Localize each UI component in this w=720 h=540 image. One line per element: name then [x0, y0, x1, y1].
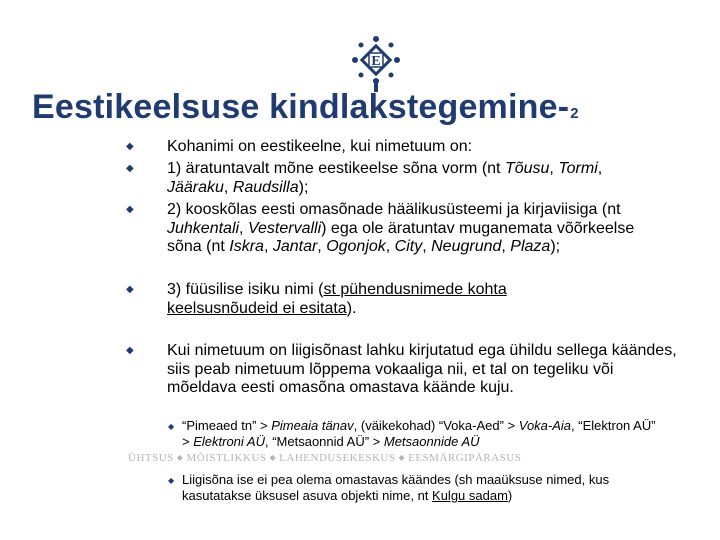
page-title [32, 88, 579, 127]
title-text: Eestikeelsuse kindlakstegemine- [32, 88, 570, 126]
sub-bullet-icon: ◆ [168, 422, 175, 431]
title-suffix: 2 [570, 105, 579, 122]
sub-bullet-1-text: “Pimeaed tn” > Pimeaia tänav, (väikekohad) “Voka-Aed” > Voka-Aia, “Elektron AÜ” > Elektroni AÜ, “Metsaonnid AÜ” > Metsaonnide AÜ [182, 418, 656, 449]
bullet-icon: ◆ [126, 204, 134, 215]
bullet-1-text: Kohanimi on eestikeelne, kui nimetuum on: [167, 138, 473, 155]
sub-bullet-2-text: Liigisõna ise ei pea olema omastavas käändes (sh maaüksuse nimed, kus kasutatakse üksusel asuva objekti nime, nt Kulgu sadam) [182, 472, 610, 503]
logo-emblem [352, 36, 400, 94]
bullet-icon: ◆ [126, 163, 134, 174]
logo-letter: E [371, 54, 381, 69]
bullet-icon: ◆ [126, 345, 134, 356]
footer-values: ÜHTSUS ◆ MÕISTLIKKUS ◆ LAHENDUSEKESKUS ◆ EESMÄRGIPÄRASUS [128, 452, 522, 464]
bullet-5-text: Kui nimetuum on liigisõnast lahku kirjutatud ega ühildu sellega käändes, siis peab nimetuum lõppema vokaaliga nii, et tal on tegeliku või mõeldava eesti omasõna omastava käände kuju. [167, 342, 677, 397]
bullet-3-text: 2) kooskõlas eesti omasõnade häälikusüsteemi ja kirjaviisiga (nt Juhkentali, Vestervalli) ega ole äratuntav muganemata võõrkeelse sõna (nt Iskra, Jantar, Ogonjok, City, Neugrund, Plaza); [167, 201, 635, 256]
bullet-icon: ◆ [126, 284, 134, 295]
bullet-icon: ◆ [126, 141, 134, 152]
sub-bullet-icon: ◆ [168, 476, 175, 485]
bullet-4-text: 3) füüsilise isiku nimi (st pühendusnimede kohta keelsusnõudeid ei esitata). [167, 281, 507, 317]
bullet-2-text: 1) äratuntavalt mõne eestikeelse sõna vorm (nt Tõusu, Tormi, Jääraku, Raudsilla); [167, 160, 603, 196]
